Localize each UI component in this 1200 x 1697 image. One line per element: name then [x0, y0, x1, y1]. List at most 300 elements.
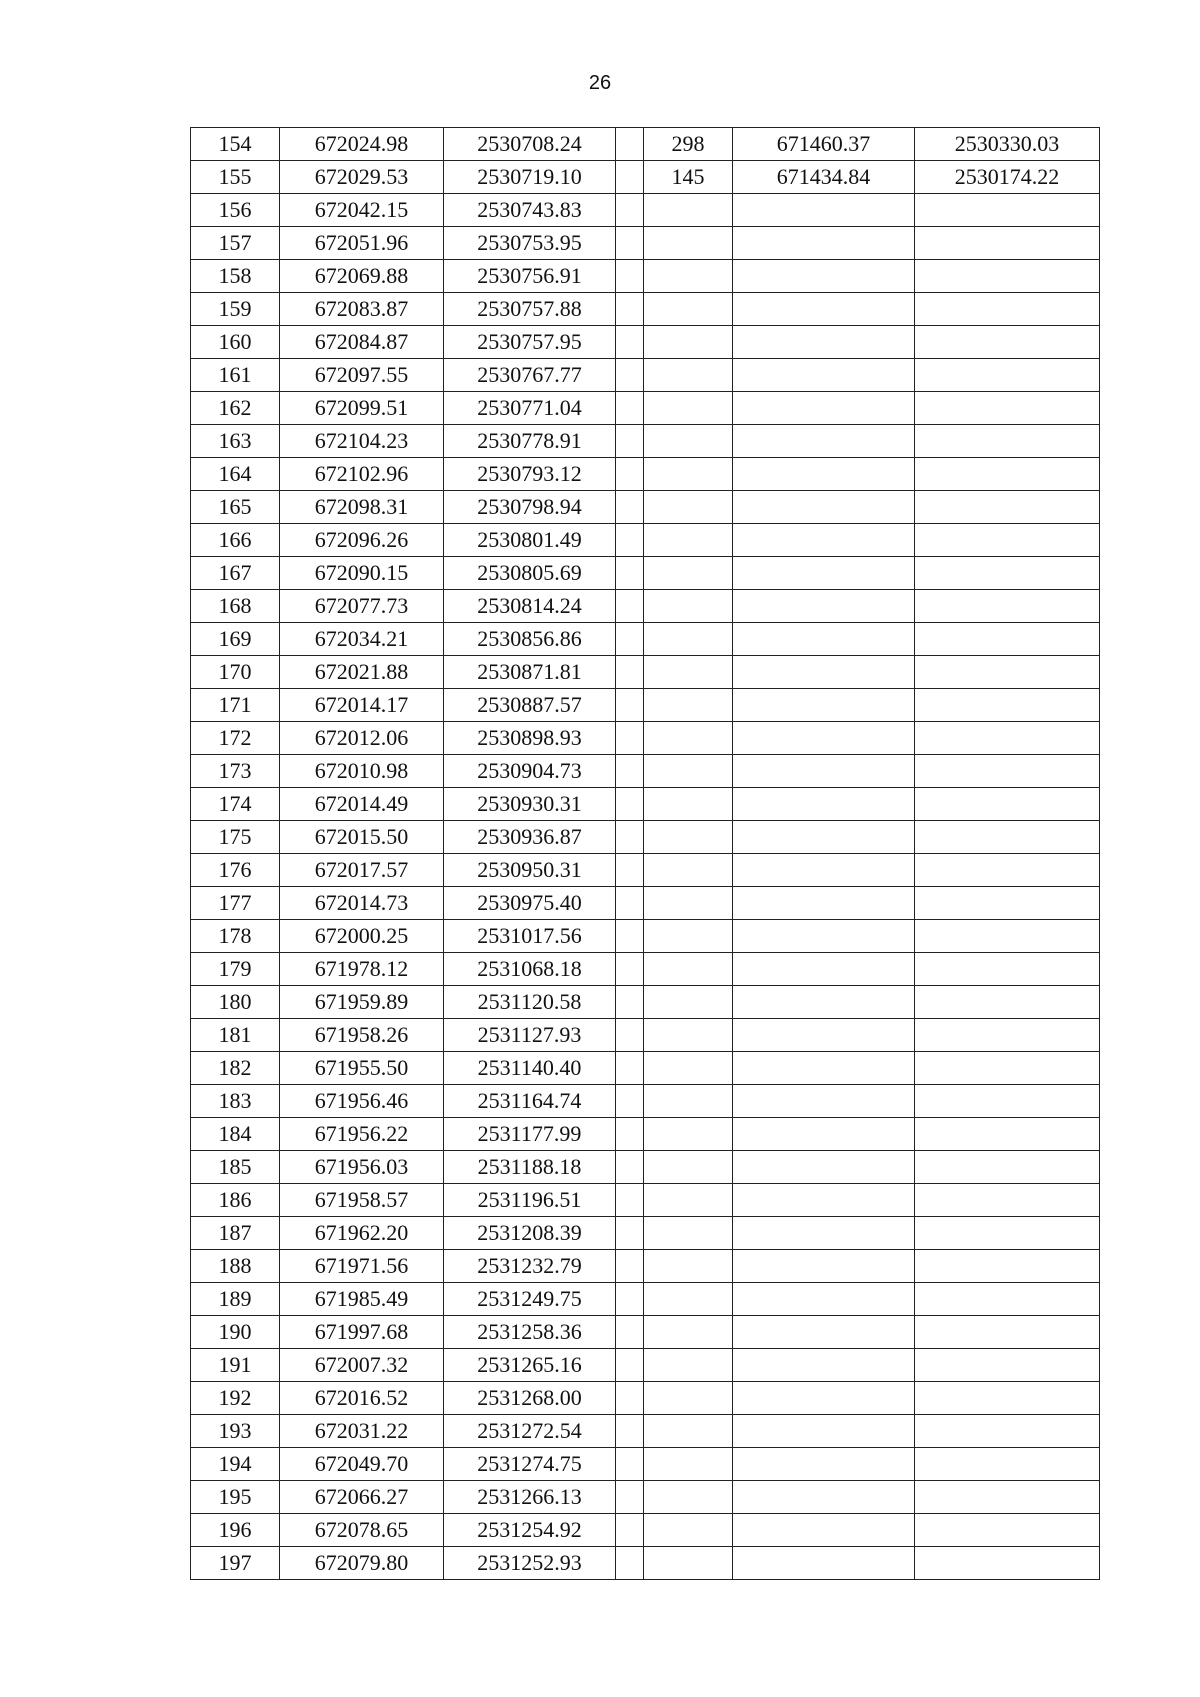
- right-point-number-cell: [644, 1151, 733, 1184]
- separator-cell: [616, 1118, 644, 1151]
- right-x-coordinate-cell: [733, 392, 915, 425]
- separator-cell: [616, 425, 644, 458]
- table-row: [191, 557, 1100, 590]
- right-x-coordinate-cell: [733, 194, 915, 227]
- table-row: [191, 755, 1100, 788]
- right-x-coordinate-cell: [733, 953, 915, 986]
- left-y-coordinate-cell: 2531177.99: [444, 1118, 616, 1151]
- right-y-coordinate-cell: [915, 623, 1100, 656]
- table-row: [191, 821, 1100, 854]
- left-point-number-cell: 179: [191, 953, 280, 986]
- right-point-number-cell: [644, 359, 733, 392]
- table-row: [191, 1481, 1100, 1514]
- left-y-coordinate-cell: 2531249.75: [444, 1283, 616, 1316]
- table-row: [191, 524, 1100, 557]
- table-row: [191, 722, 1100, 755]
- right-point-number-cell: [644, 788, 733, 821]
- separator-cell: [616, 161, 644, 194]
- right-point-number-cell: [644, 293, 733, 326]
- table-row: [191, 1382, 1100, 1415]
- left-y-coordinate-cell: 2530778.91: [444, 425, 616, 458]
- table-row: [191, 1085, 1100, 1118]
- table-row: [191, 1415, 1100, 1448]
- right-y-coordinate-cell: [915, 1151, 1100, 1184]
- left-point-number-cell: 183: [191, 1085, 280, 1118]
- left-point-number-cell: 195: [191, 1481, 280, 1514]
- left-point-number-cell: 172: [191, 722, 280, 755]
- right-y-coordinate-cell: [915, 788, 1100, 821]
- right-y-coordinate-cell: [915, 722, 1100, 755]
- right-point-number-cell: [644, 425, 733, 458]
- table-row: [191, 920, 1100, 953]
- left-y-coordinate-cell: 2530950.31: [444, 854, 616, 887]
- table-row: [191, 491, 1100, 524]
- table-row: [191, 656, 1100, 689]
- right-point-number-cell: [644, 656, 733, 689]
- left-y-coordinate-cell: 2530975.40: [444, 887, 616, 920]
- left-x-coordinate-cell: 672104.23: [280, 425, 444, 458]
- left-point-number-cell: 155: [191, 161, 280, 194]
- left-y-coordinate-cell: 2530771.04: [444, 392, 616, 425]
- left-point-number-cell: 171: [191, 689, 280, 722]
- left-x-coordinate-cell: 672066.27: [280, 1481, 444, 1514]
- separator-cell: [616, 1316, 644, 1349]
- separator-cell: [616, 260, 644, 293]
- separator-cell: [616, 359, 644, 392]
- right-point-number-cell: [644, 1448, 733, 1481]
- left-x-coordinate-cell: 672077.73: [280, 590, 444, 623]
- right-x-coordinate-cell: 671434.84: [733, 161, 915, 194]
- separator-cell: [616, 1019, 644, 1052]
- left-x-coordinate-cell: 672083.87: [280, 293, 444, 326]
- left-point-number-cell: 163: [191, 425, 280, 458]
- right-x-coordinate-cell: [733, 1283, 915, 1316]
- right-point-number-cell: [644, 821, 733, 854]
- right-x-coordinate-cell: [733, 623, 915, 656]
- left-point-number-cell: 190: [191, 1316, 280, 1349]
- left-y-coordinate-cell: 2531208.39: [444, 1217, 616, 1250]
- left-x-coordinate-cell: 672084.87: [280, 326, 444, 359]
- left-point-number-cell: 160: [191, 326, 280, 359]
- right-y-coordinate-cell: [915, 1085, 1100, 1118]
- left-y-coordinate-cell: 2530757.95: [444, 326, 616, 359]
- left-point-number-cell: 193: [191, 1415, 280, 1448]
- right-y-coordinate-cell: [915, 1217, 1100, 1250]
- left-y-coordinate-cell: 2531120.58: [444, 986, 616, 1019]
- left-y-coordinate-cell: 2530757.88: [444, 293, 616, 326]
- right-point-number-cell: [644, 194, 733, 227]
- separator-cell: [616, 1085, 644, 1118]
- right-y-coordinate-cell: [915, 1448, 1100, 1481]
- table-row: [191, 1118, 1100, 1151]
- right-point-number-cell: [644, 458, 733, 491]
- right-x-coordinate-cell: 671460.37: [733, 128, 915, 161]
- left-y-coordinate-cell: 2530805.69: [444, 557, 616, 590]
- left-x-coordinate-cell: 672014.49: [280, 788, 444, 821]
- right-point-number-cell: [644, 953, 733, 986]
- left-point-number-cell: 177: [191, 887, 280, 920]
- left-x-coordinate-cell: 672042.15: [280, 194, 444, 227]
- right-x-coordinate-cell: [733, 260, 915, 293]
- right-y-coordinate-cell: [915, 656, 1100, 689]
- table-row: [191, 260, 1100, 293]
- left-x-coordinate-cell: 672007.32: [280, 1349, 444, 1382]
- separator-cell: [616, 920, 644, 953]
- right-point-number-cell: 145: [644, 161, 733, 194]
- separator-cell: [616, 1382, 644, 1415]
- right-x-coordinate-cell: [733, 590, 915, 623]
- left-point-number-cell: 165: [191, 491, 280, 524]
- left-x-coordinate-cell: 672069.88: [280, 260, 444, 293]
- left-x-coordinate-cell: 672096.26: [280, 524, 444, 557]
- left-y-coordinate-cell: 2531127.93: [444, 1019, 616, 1052]
- table-row: [191, 194, 1100, 227]
- left-point-number-cell: 197: [191, 1547, 280, 1580]
- left-y-coordinate-cell: 2531140.40: [444, 1052, 616, 1085]
- separator-cell: [616, 722, 644, 755]
- right-point-number-cell: [644, 524, 733, 557]
- right-point-number-cell: [644, 722, 733, 755]
- table-row: [191, 1283, 1100, 1316]
- separator-cell: [616, 1052, 644, 1085]
- left-x-coordinate-cell: 671978.12: [280, 953, 444, 986]
- separator-cell: [616, 854, 644, 887]
- right-x-coordinate-cell: [733, 359, 915, 392]
- coordinates-table-body: [191, 128, 1100, 1580]
- left-point-number-cell: 189: [191, 1283, 280, 1316]
- left-point-number-cell: 186: [191, 1184, 280, 1217]
- left-point-number-cell: 191: [191, 1349, 280, 1382]
- right-point-number-cell: [644, 755, 733, 788]
- right-x-coordinate-cell: [733, 491, 915, 524]
- left-point-number-cell: 181: [191, 1019, 280, 1052]
- table-row: [191, 161, 1100, 194]
- right-x-coordinate-cell: [733, 293, 915, 326]
- right-x-coordinate-cell: [733, 920, 915, 953]
- separator-cell: [616, 1481, 644, 1514]
- right-point-number-cell: [644, 689, 733, 722]
- right-point-number-cell: [644, 920, 733, 953]
- separator-cell: [616, 194, 644, 227]
- left-y-coordinate-cell: 2530719.10: [444, 161, 616, 194]
- right-y-coordinate-cell: [915, 458, 1100, 491]
- right-x-coordinate-cell: [733, 425, 915, 458]
- separator-cell: [616, 623, 644, 656]
- right-y-coordinate-cell: [915, 1019, 1100, 1052]
- left-y-coordinate-cell: 2530756.91: [444, 260, 616, 293]
- right-y-coordinate-cell: [915, 887, 1100, 920]
- left-x-coordinate-cell: 672024.98: [280, 128, 444, 161]
- right-x-coordinate-cell: [733, 1184, 915, 1217]
- left-x-coordinate-cell: 671956.22: [280, 1118, 444, 1151]
- right-x-coordinate-cell: [733, 326, 915, 359]
- right-x-coordinate-cell: [733, 1151, 915, 1184]
- right-x-coordinate-cell: [733, 1250, 915, 1283]
- left-y-coordinate-cell: 2530767.77: [444, 359, 616, 392]
- left-y-coordinate-cell: 2531265.16: [444, 1349, 616, 1382]
- left-point-number-cell: 188: [191, 1250, 280, 1283]
- left-y-coordinate-cell: 2530887.57: [444, 689, 616, 722]
- left-y-coordinate-cell: 2530814.24: [444, 590, 616, 623]
- left-x-coordinate-cell: 672017.57: [280, 854, 444, 887]
- separator-cell: [616, 524, 644, 557]
- right-point-number-cell: [644, 557, 733, 590]
- right-y-coordinate-cell: 2530174.22: [915, 161, 1100, 194]
- left-point-number-cell: 161: [191, 359, 280, 392]
- right-point-number-cell: [644, 1184, 733, 1217]
- right-y-coordinate-cell: [915, 1514, 1100, 1547]
- right-y-coordinate-cell: [915, 194, 1100, 227]
- right-y-coordinate-cell: [915, 755, 1100, 788]
- left-y-coordinate-cell: 2531188.18: [444, 1151, 616, 1184]
- left-y-coordinate-cell: 2530856.86: [444, 623, 616, 656]
- table-row: [191, 986, 1100, 1019]
- separator-cell: [616, 1217, 644, 1250]
- left-y-coordinate-cell: 2530793.12: [444, 458, 616, 491]
- left-point-number-cell: 167: [191, 557, 280, 590]
- right-y-coordinate-cell: [915, 293, 1100, 326]
- separator-cell: [616, 755, 644, 788]
- right-point-number-cell: [644, 1052, 733, 1085]
- right-x-coordinate-cell: [733, 1547, 915, 1580]
- left-point-number-cell: 194: [191, 1448, 280, 1481]
- table-row: [191, 689, 1100, 722]
- separator-cell: [616, 1415, 644, 1448]
- left-point-number-cell: 176: [191, 854, 280, 887]
- left-x-coordinate-cell: 672016.52: [280, 1382, 444, 1415]
- left-x-coordinate-cell: 671997.68: [280, 1316, 444, 1349]
- table-row: [191, 1019, 1100, 1052]
- right-y-coordinate-cell: [915, 953, 1100, 986]
- left-x-coordinate-cell: 672097.55: [280, 359, 444, 392]
- left-x-coordinate-cell: 671959.89: [280, 986, 444, 1019]
- left-point-number-cell: 164: [191, 458, 280, 491]
- separator-cell: [616, 1250, 644, 1283]
- left-x-coordinate-cell: 672079.80: [280, 1547, 444, 1580]
- table-row: [191, 1316, 1100, 1349]
- left-point-number-cell: 182: [191, 1052, 280, 1085]
- right-x-coordinate-cell: [733, 1085, 915, 1118]
- separator-cell: [616, 953, 644, 986]
- left-point-number-cell: 175: [191, 821, 280, 854]
- separator-cell: [616, 458, 644, 491]
- coordinates-table: [190, 127, 1100, 1580]
- separator-cell: [616, 128, 644, 161]
- table-row: [191, 128, 1100, 161]
- left-point-number-cell: 180: [191, 986, 280, 1019]
- left-point-number-cell: 159: [191, 293, 280, 326]
- left-point-number-cell: 174: [191, 788, 280, 821]
- right-y-coordinate-cell: [915, 425, 1100, 458]
- table-row: [191, 458, 1100, 491]
- right-y-coordinate-cell: [915, 1283, 1100, 1316]
- table-row: [191, 953, 1100, 986]
- left-point-number-cell: 170: [191, 656, 280, 689]
- left-y-coordinate-cell: 2531254.92: [444, 1514, 616, 1547]
- right-x-coordinate-cell: [733, 227, 915, 260]
- table-row: [191, 1217, 1100, 1250]
- right-y-coordinate-cell: [915, 1118, 1100, 1151]
- separator-cell: [616, 656, 644, 689]
- left-y-coordinate-cell: 2531017.56: [444, 920, 616, 953]
- left-point-number-cell: 196: [191, 1514, 280, 1547]
- right-y-coordinate-cell: [915, 590, 1100, 623]
- left-point-number-cell: 156: [191, 194, 280, 227]
- right-x-coordinate-cell: [733, 524, 915, 557]
- right-x-coordinate-cell: [733, 887, 915, 920]
- left-x-coordinate-cell: 671985.49: [280, 1283, 444, 1316]
- right-point-number-cell: [644, 1415, 733, 1448]
- separator-cell: [616, 689, 644, 722]
- right-point-number-cell: [644, 260, 733, 293]
- right-point-number-cell: [644, 854, 733, 887]
- left-y-coordinate-cell: 2530801.49: [444, 524, 616, 557]
- separator-cell: [616, 227, 644, 260]
- separator-cell: [616, 557, 644, 590]
- separator-cell: [616, 1283, 644, 1316]
- table-row: [191, 1448, 1100, 1481]
- right-point-number-cell: [644, 1316, 733, 1349]
- right-point-number-cell: [644, 1349, 733, 1382]
- right-point-number-cell: [644, 392, 733, 425]
- right-x-coordinate-cell: [733, 557, 915, 590]
- right-x-coordinate-cell: [733, 1316, 915, 1349]
- left-point-number-cell: 169: [191, 623, 280, 656]
- left-y-coordinate-cell: 2531196.51: [444, 1184, 616, 1217]
- left-point-number-cell: 185: [191, 1151, 280, 1184]
- table-row: [191, 788, 1100, 821]
- right-y-coordinate-cell: [915, 524, 1100, 557]
- right-point-number-cell: [644, 1217, 733, 1250]
- right-point-number-cell: [644, 986, 733, 1019]
- left-y-coordinate-cell: 2530936.87: [444, 821, 616, 854]
- left-y-coordinate-cell: 2531258.36: [444, 1316, 616, 1349]
- left-y-coordinate-cell: 2530904.73: [444, 755, 616, 788]
- right-point-number-cell: 298: [644, 128, 733, 161]
- separator-cell: [616, 986, 644, 1019]
- table-row: [191, 293, 1100, 326]
- left-x-coordinate-cell: 672049.70: [280, 1448, 444, 1481]
- left-point-number-cell: 178: [191, 920, 280, 953]
- right-point-number-cell: [644, 590, 733, 623]
- right-x-coordinate-cell: [733, 1415, 915, 1448]
- table-row: [191, 1052, 1100, 1085]
- left-y-coordinate-cell: 2531232.79: [444, 1250, 616, 1283]
- right-y-coordinate-cell: [915, 1349, 1100, 1382]
- separator-cell: [616, 392, 644, 425]
- right-y-coordinate-cell: [915, 1382, 1100, 1415]
- right-x-coordinate-cell: [733, 788, 915, 821]
- right-y-coordinate-cell: [915, 1250, 1100, 1283]
- right-x-coordinate-cell: [733, 1514, 915, 1547]
- left-x-coordinate-cell: 671971.56: [280, 1250, 444, 1283]
- right-point-number-cell: [644, 1382, 733, 1415]
- left-x-coordinate-cell: 672012.06: [280, 722, 444, 755]
- right-point-number-cell: [644, 1283, 733, 1316]
- left-x-coordinate-cell: 671958.26: [280, 1019, 444, 1052]
- right-y-coordinate-cell: [915, 986, 1100, 1019]
- right-point-number-cell: [644, 1250, 733, 1283]
- right-point-number-cell: [644, 491, 733, 524]
- left-x-coordinate-cell: 671956.03: [280, 1151, 444, 1184]
- left-x-coordinate-cell: 672051.96: [280, 227, 444, 260]
- right-x-coordinate-cell: [733, 1118, 915, 1151]
- right-y-coordinate-cell: [915, 1316, 1100, 1349]
- left-y-coordinate-cell: 2531068.18: [444, 953, 616, 986]
- table-row: [191, 227, 1100, 260]
- right-point-number-cell: [644, 1085, 733, 1118]
- left-point-number-cell: 173: [191, 755, 280, 788]
- left-y-coordinate-cell: 2530708.24: [444, 128, 616, 161]
- left-y-coordinate-cell: 2530743.83: [444, 194, 616, 227]
- left-x-coordinate-cell: 672014.73: [280, 887, 444, 920]
- table-row: [191, 1184, 1100, 1217]
- left-x-coordinate-cell: 672099.51: [280, 392, 444, 425]
- left-y-coordinate-cell: 2531164.74: [444, 1085, 616, 1118]
- right-x-coordinate-cell: [733, 458, 915, 491]
- separator-cell: [616, 1547, 644, 1580]
- right-y-coordinate-cell: [915, 854, 1100, 887]
- table-row: [191, 1514, 1100, 1547]
- page-number: 26: [588, 72, 612, 94]
- right-y-coordinate-cell: [915, 227, 1100, 260]
- left-y-coordinate-cell: 2531272.54: [444, 1415, 616, 1448]
- right-y-coordinate-cell: [915, 920, 1100, 953]
- right-point-number-cell: [644, 326, 733, 359]
- right-x-coordinate-cell: [733, 854, 915, 887]
- right-point-number-cell: [644, 1514, 733, 1547]
- right-x-coordinate-cell: [733, 1217, 915, 1250]
- separator-cell: [616, 326, 644, 359]
- left-point-number-cell: 154: [191, 128, 280, 161]
- right-x-coordinate-cell: [733, 1382, 915, 1415]
- right-x-coordinate-cell: [733, 1349, 915, 1382]
- left-x-coordinate-cell: 672090.15: [280, 557, 444, 590]
- left-point-number-cell: 184: [191, 1118, 280, 1151]
- right-y-coordinate-cell: 2530330.03: [915, 128, 1100, 161]
- left-x-coordinate-cell: 672000.25: [280, 920, 444, 953]
- right-y-coordinate-cell: [915, 1481, 1100, 1514]
- right-x-coordinate-cell: [733, 722, 915, 755]
- right-x-coordinate-cell: [733, 821, 915, 854]
- table-row: [191, 1250, 1100, 1283]
- separator-cell: [616, 788, 644, 821]
- left-point-number-cell: 166: [191, 524, 280, 557]
- left-x-coordinate-cell: 672014.17: [280, 689, 444, 722]
- table-row: [191, 590, 1100, 623]
- right-point-number-cell: [644, 1019, 733, 1052]
- right-y-coordinate-cell: [915, 1052, 1100, 1085]
- right-x-coordinate-cell: [733, 1448, 915, 1481]
- left-y-coordinate-cell: 2530930.31: [444, 788, 616, 821]
- left-x-coordinate-cell: 672010.98: [280, 755, 444, 788]
- left-x-coordinate-cell: 672029.53: [280, 161, 444, 194]
- left-y-coordinate-cell: 2530753.95: [444, 227, 616, 260]
- right-x-coordinate-cell: [733, 689, 915, 722]
- right-y-coordinate-cell: [915, 260, 1100, 293]
- right-point-number-cell: [644, 1481, 733, 1514]
- separator-cell: [616, 1514, 644, 1547]
- separator-cell: [616, 821, 644, 854]
- right-y-coordinate-cell: [915, 821, 1100, 854]
- table-row: [191, 359, 1100, 392]
- left-x-coordinate-cell: 671955.50: [280, 1052, 444, 1085]
- left-y-coordinate-cell: 2530871.81: [444, 656, 616, 689]
- separator-cell: [616, 293, 644, 326]
- right-x-coordinate-cell: [733, 656, 915, 689]
- separator-cell: [616, 590, 644, 623]
- separator-cell: [616, 1448, 644, 1481]
